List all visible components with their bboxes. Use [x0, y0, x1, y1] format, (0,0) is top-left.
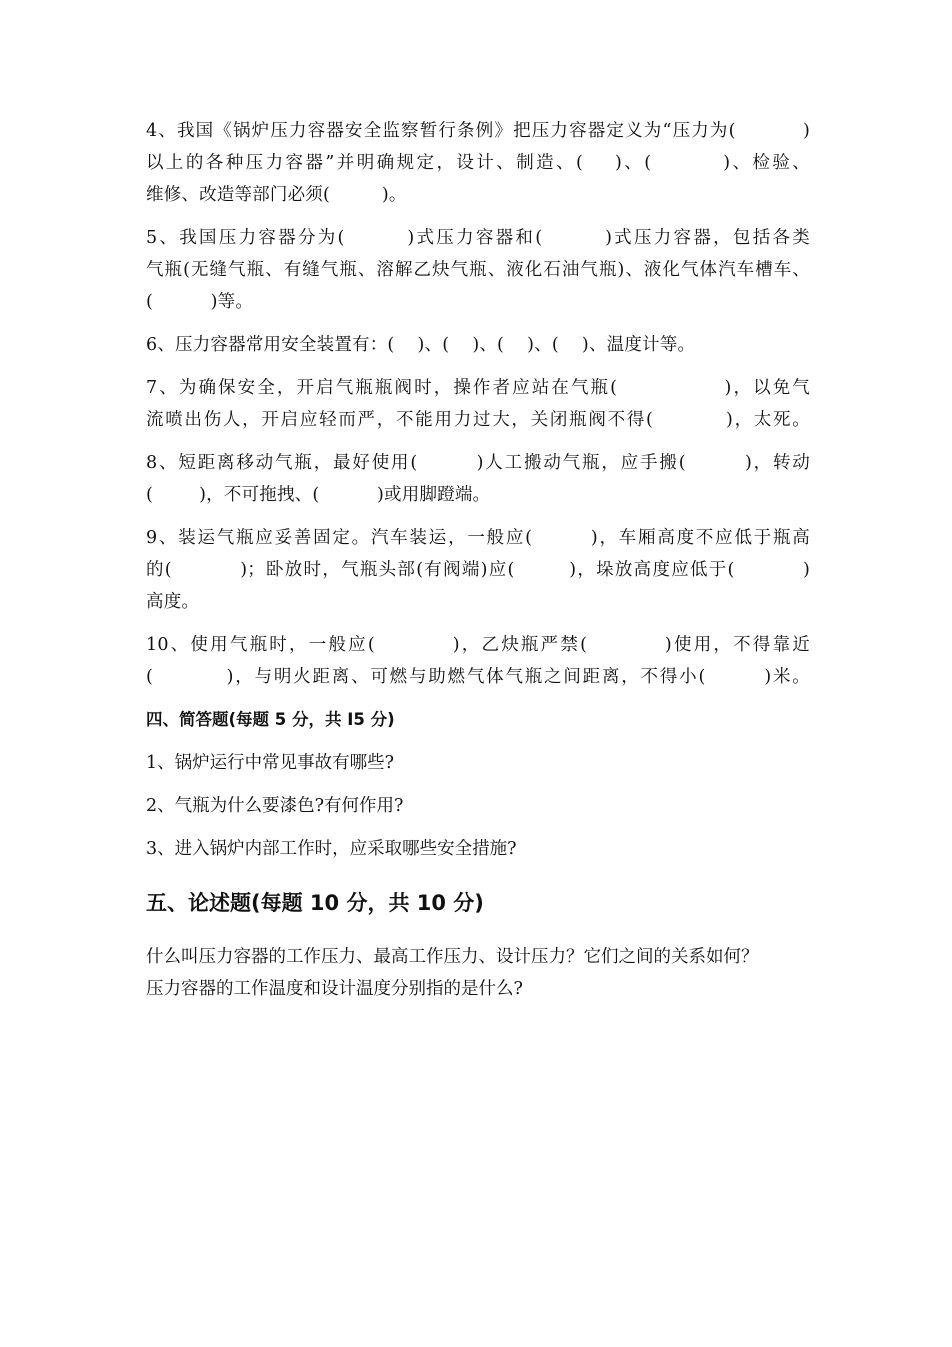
- question-7: [146, 372, 810, 436]
- question-line: 7、为确保安全，开启气瓶瓶阀时，操作者应站在气瓶( )，以免气: [146, 378, 810, 398]
- question-4: [146, 115, 810, 211]
- essay-line: 压力容器的工作温度和设计温度分别指的是什么?: [146, 979, 523, 999]
- question-10: [146, 629, 810, 693]
- question-line: ( )等。: [146, 292, 254, 312]
- essay-question: [146, 941, 810, 1005]
- question-line: 9、装运气瓶应妥善固定。汽车装运，一般应( )，车厢高度不应低于瓶高: [146, 528, 810, 548]
- page-content: [146, 115, 810, 1005]
- question-line: 高度。: [146, 592, 200, 612]
- question-9: [146, 522, 810, 618]
- question-line: 6、压力容器常用安全装置有：( )、( )、( )、( )、温度计等。: [146, 335, 696, 355]
- essay-line: 什么叫压力容器的工作压力、最高工作压力、设计压力？它们之间的关系如何？: [146, 947, 759, 967]
- question-line: 5、我国压力容器分为( )式压力容器和( )式压力容器，包括各类: [146, 228, 810, 248]
- question-line: 气瓶(无缝气瓶、有缝气瓶、溶解乙炔气瓶、液化石油气瓶)、液化气体汽车槽车、: [146, 260, 810, 280]
- section-4-heading: 四、简答题(每题 5 分，共 I5 分): [146, 710, 395, 729]
- short-answer-question-1: 1、锅炉运行中常见事故有哪些?: [146, 753, 395, 773]
- question-line: 维修、改造等部门必须( )。: [146, 185, 407, 205]
- question-line: 10、使用气瓶时，一般应( )，乙炔瓶严禁( )使用，不得靠近: [146, 635, 810, 655]
- question-line: ( )，不可拖拽、( )或用脚蹬端。: [146, 485, 491, 505]
- question-line: ( )，与明火距离、可燃与助燃气体气瓶之间距离，不得小( )米。: [146, 667, 810, 687]
- short-answer-question-2: 2、气瓶为什么要漆色?有何作用?: [146, 796, 404, 816]
- question-line: 4、我国《锅炉压力容器安全监察暂行条例》把压力容器定义为“压力为( ): [146, 121, 810, 141]
- question-6: [146, 329, 810, 361]
- short-answer-question-3: 3、进入锅炉内部工作时，应采取哪些安全措施?: [146, 839, 517, 859]
- question-line: 的( )；卧放时，气瓶头部(有阀端)应( )，垛放高度应低于( ): [146, 560, 810, 580]
- question-8: [146, 447, 810, 511]
- question-line: 流喷出伤人，开启应轻而严，不能用力过大，关闭瓶阀不得( )，太死。: [146, 410, 810, 430]
- question-line: 以上的各种压力容器”并明确规定，设计、制造、( )、( )、检验、: [146, 153, 810, 173]
- question-5: [146, 222, 810, 318]
- section-5-heading: 五、论述题(每题 10 分，共 10 分): [146, 891, 484, 915]
- question-line: 8、短距离移动气瓶，最好使用( )人工搬动气瓶，应手搬( )，转动: [146, 453, 810, 473]
